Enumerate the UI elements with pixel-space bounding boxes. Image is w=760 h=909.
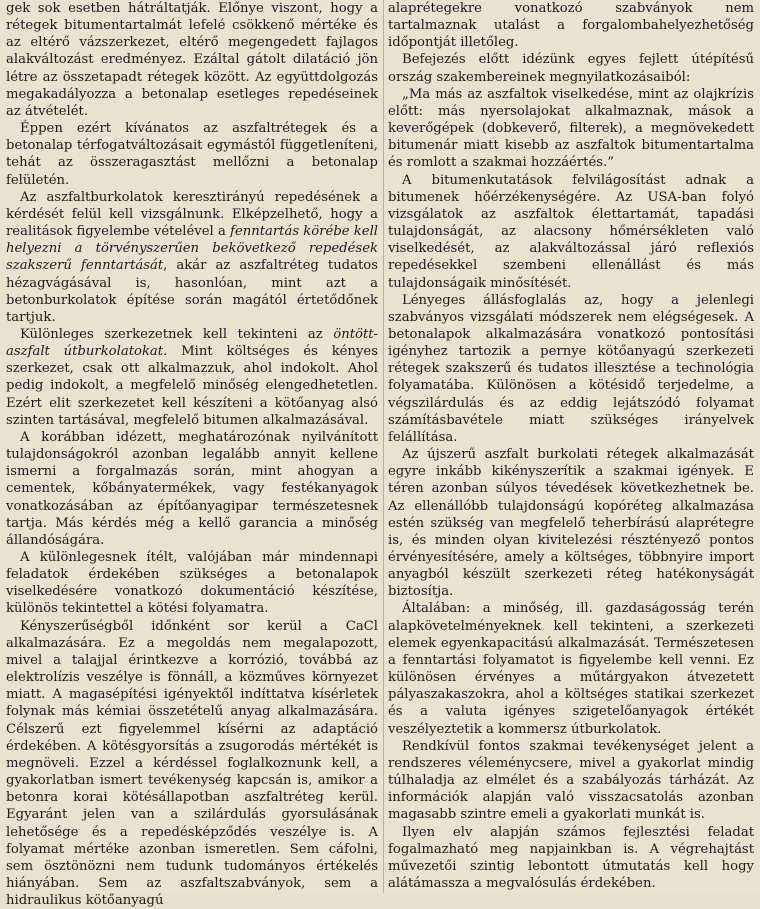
paragraph: Befejezés előtt idézünk egyes fejlett útépítésű ország szakembereinek megnyilatkozásaiból: — [388, 52, 754, 85]
text-run: Az aszfaltburkolatok keresztirányú repedésének a kérdését felül kell vizsgálnunk. Elképzelhető, hogy a realitások figyelembe vételével a — [6, 189, 378, 240]
paragraph: Az újszerű aszfalt burkolati rétegek alkalmazását egyre inkább kikényszerítik a szakmai igények. E téren azonban súlyos tévedések következhetnek be. Az ellenállóbb tulajdonságú kopóréteg alkalmazása estén szükség van megfelelő teherbírású alaprétegre is, és minden olyan kivitelezési résztényező pontos érvényesítésére, amely a költséges, többnyire import anyagból készült szerkezeti réteg hatékonyságát biztosítja. — [388, 447, 754, 600]
paragraph — [6, 326, 378, 429]
right-column — [388, 0, 754, 892]
paragraph: Ilyen elv alapján számos fejlesztési feladat fogalmazható meg napjainkban is. A végrehajtást művezetői szintig lebontott útmutatás kell hogy alátámassza a megvalósulás érdekében. — [388, 824, 754, 891]
emphasis: fenntartás körébe kell helyezni a törvényszerűen bekövetkező repedések szakszerű fenntartását — [6, 224, 379, 274]
quote-paragraph: „Ma más az aszfaltok viselkedése, mint az olajkrízis előtt: más nyersolajokat alkalmaznak, mások a keverőgépek (dobkeverő, filterek), a megnövekedett bitumenár miatt kisebb az aszfaltok bitumentartalma és romlott a szakmai hozzáértés.” — [388, 86, 754, 171]
paragraph: Általában: a minőség, ill. gazdaságosság terén alapkövetelményeknek kell tekinteni, a szerkezeti elemek egyenkapacitású alkalmazását. Természetesen a fenntartási folyamatot is figyelembe kell venni. Ez különösen érvényes a műtárgyakon átvezetett pályaszakaszokra, ahol a költséges statikai szerkezet és a valuta igényes szigetelőanyagok értékét veszélyeztetik a kommersz útburkolatok. — [388, 601, 754, 737]
paragraph: Éppen ezért kívánatos az aszfaltrétegek és a betonalap térfogatváltozásait egymástól függetleníteni, tehát az összeragasztást mellőzni a betonalap felületén. — [6, 121, 378, 188]
paragraph: Lényeges állásfoglalás az, hogy a jelenlegi szabványos vizsgálati módszerek nem elégségesek. A betonalapok alkalmazására vonatkozó pontosítási igényhez tartozik a pernye kötőanyagú szerkezeti rétegek szakszerű és tudatos illesztése a technológia folyamatába. Különösen a kötésidő terjedelme, a végszilárdulás és az eddig lejátszódó folyamat számításbavétele miatt szükséges irányelvek felállítása. — [388, 292, 754, 445]
paragraph: A korábban idézett, meghatározónak nyilvánított tulajdonságokról azonban legalább annyit kellene ismerni a forgalmazás során, mint ahogyan a cementek, kőbányatermékek, vagy festékanyagok vonatkozásában az építőanyagipar természetesnek tartja. Más kérdés még a kellő garancia a minőség állandóságára. — [6, 429, 378, 548]
paragraph — [6, 189, 378, 326]
paragraph: Rendkívül fontos szakmai tevékenységet jelent a rendszeres véleménycsere, mivel a gyakorlat mindig túlhaladja az elmélet és a szabályozás tárházát. Az információk alapján való visszacsatolás azonban magasabb szintre emeli a gyakorlati munkát is. — [388, 738, 754, 823]
paragraph: alaprétegekre vonatkozó szabványok nem tartalmaznak utalást a forgalombahelyezhetőség időpontját illetőleg. — [388, 1, 754, 51]
text-run: , akár az aszfaltréteg tudatos hézagvágásával is, hasonlóan, mint azt a betonburkolatok építése során magától értetődőnek tartjuk. — [6, 258, 378, 325]
paragraph: A bitumenkutatások felvilágosítást adnak a bitumenek hőérzékenységére. Az USA-ban folyó vizsgálatok az aszfaltok élettartamát, tapadási tulajdonságát, az alacsony hőmérsékleten való viselkedését, az alakváltozással járó reflexiós repedésekkel szembeni ellenállást és más tulajdonságaik minősítését. — [388, 172, 754, 291]
column-divider — [383, 0, 384, 893]
emphasis: öntött-aszfalt útburkolatokat. — [6, 326, 378, 360]
left-column — [6, 0, 378, 909]
paragraph: gek sok esetben hátráltatják. Előnye viszont, hogy a rétegek bitumentartalmát lefelé csökkenő mértéke és az eltérő vázszerkezet, eltérő megengedett fajlagos alakváltozást eredményez. Ezáltal gátolt dilatáció jön létre az összetapadt rétegek között. Az együttdolgozás megakadályozza a betonalap esetleges repedéseinek az átvételét. — [6, 1, 378, 119]
text-run: Különleges szerkezetnek kell tekinteni az — [20, 326, 334, 342]
paragraph: A különlegesnek ítélt, valójában már mindennapi feladatok érdekében szükséges a betonalapok viselkedésére vonatkozó dokumentáció készítése, különös tekintettel a kötési folyamatra. — [6, 550, 378, 617]
paragraph: Kényszerűségből időnként sor kerül a CaCl alkalmazására. Ez a megoldás nem megalapozott, mivel a talajjal érintkezve a korrózió, továbbá az elektrolízis veszélye is fönnáll, a közműves környezet miatt. A magasépítési igényektől indíttatva kísérletek folynak más kémiai összetételű anyag alkalmazására. Célszerű ezt figyelemmel kísérni az adaptáció érdekében. A kötésgyorsítás a zsugorodás mértékét is megnöveli. Ezzel a kérdéssel foglalkoznunk kell, a gyakorlatban ismert tevékenység kapcsán is, amikor a betonra korai kötésállapotban aszfaltréteg kerül. Egyaránt jelen van a szilárdulás gyorsulásának lehetősége és a repedésképződés veszélye is. A folyamat mértéke azonban ismeretlen. Sem cáfolni, sem ösztönözni nem tudunk tudományos értékelés hiányában. Sem az aszfaltszabványok, sem a hidraulikus kötőanyagú — [6, 618, 378, 909]
text-run: Mint költséges és kényes szerkezet, csak ott alkalmazzuk, ahol indokolt. Ahol pedig indokolt, a megfelelő minőség elengedhetetlen. Ezért elit szerkezetet kell készíteni a kötőanyag alsó szinten tartásával, megfelelő bitumen alkalmazásával. — [6, 344, 379, 428]
